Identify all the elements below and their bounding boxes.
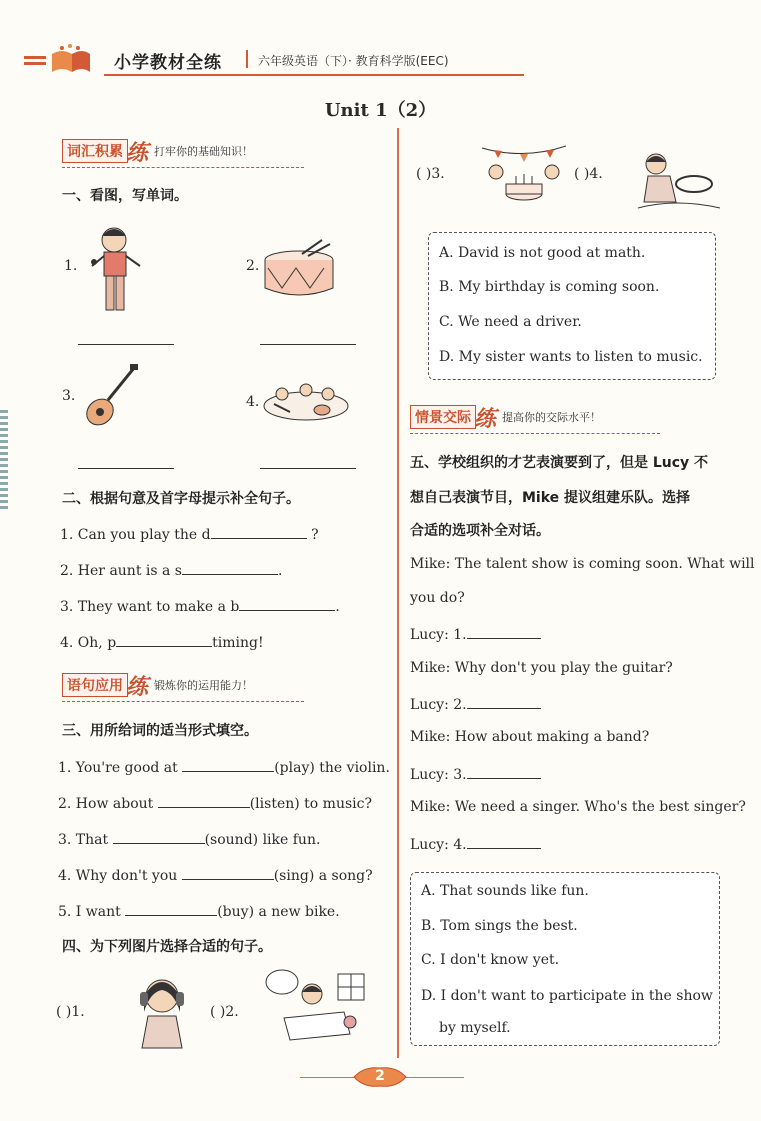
pagenum-rule-right bbox=[404, 1077, 464, 1078]
vocab-badge-char: 练 bbox=[126, 139, 149, 166]
boy-singing-icon bbox=[84, 222, 146, 316]
page-header bbox=[22, 38, 522, 80]
guitar-icon bbox=[80, 362, 140, 432]
binding-marks bbox=[0, 410, 8, 510]
band-icon bbox=[262, 376, 350, 422]
sentence-tip: 锻炼你的运用能力！ bbox=[154, 679, 254, 692]
sentence-badge-text: 语句应用 bbox=[62, 673, 128, 697]
vocab-badge bbox=[62, 138, 253, 164]
part3-title: 三、用所给词的适当形式填空。 bbox=[62, 723, 258, 739]
pic-choice-4: ( )4. bbox=[574, 166, 603, 182]
dialog-line-6: Mike: How about making a band? bbox=[410, 729, 650, 745]
dialog-line-7: Lucy: 3. bbox=[410, 764, 541, 783]
part5-title-line-3: 合适的选项补全对话。 bbox=[410, 523, 550, 539]
pic-choice-2: ( )2. bbox=[210, 1004, 239, 1020]
book-subtitle: 六年级英语（下）· 教育科学版(EEC) bbox=[258, 54, 449, 68]
part4-title: 四、为下列图片选择合适的句子。 bbox=[62, 939, 272, 955]
vocab-badge-text: 词汇积累 bbox=[62, 139, 128, 163]
part4-option-c: C. We need a driver. bbox=[439, 314, 582, 330]
part2-item-3: 3. They want to make a b . bbox=[60, 596, 340, 615]
part4-option-d: D. My sister wants to listen to music. bbox=[439, 349, 703, 365]
part4-option-b: B. My birthday is coming soon. bbox=[439, 279, 660, 295]
pic-label-3: 3. bbox=[62, 388, 76, 404]
part4-option-a: A. David is not good at math. bbox=[439, 245, 646, 261]
sentence-badge-char: 练 bbox=[126, 673, 149, 700]
header-rule bbox=[104, 74, 524, 76]
girl-headphones-icon bbox=[130, 972, 194, 1050]
dialog-line-5: Lucy: 2. bbox=[410, 694, 541, 713]
part3-item-1: 1. You're good at (play) the violin. bbox=[58, 757, 390, 776]
pagenum-rule-left bbox=[300, 1077, 356, 1078]
driver-icon bbox=[636, 148, 722, 212]
part4-options-box bbox=[428, 232, 716, 380]
part2-item-2: 2. Her aunt is a s . bbox=[60, 560, 282, 579]
answer-line-1 bbox=[78, 344, 174, 345]
scene-badge-text: 情景交际 bbox=[410, 405, 476, 429]
answer-line-3 bbox=[78, 468, 174, 469]
dialog-line-3: Lucy: 1. bbox=[410, 624, 541, 643]
part2-item-1: 1. Can you play the d ? bbox=[60, 524, 319, 543]
dialog-line-4: Mike: Why don't you play the guitar? bbox=[410, 660, 673, 676]
part5-option-d: D. I don't want to participate in the show bbox=[421, 988, 713, 1004]
answer-line-2 bbox=[260, 344, 356, 345]
book-title: 小学教材全练 bbox=[114, 53, 222, 73]
scene-tip: 提高你的交际水平！ bbox=[502, 411, 602, 424]
part5-title-line-2: 想自己表演节目，Mike 提议组建乐队。选择 bbox=[410, 490, 691, 506]
part3-item-5: 5. I want (buy) a new bike. bbox=[58, 901, 340, 920]
pic-label-1: 1. bbox=[64, 258, 78, 274]
part2-item-4: 4. Oh, p timing! bbox=[60, 632, 264, 651]
pic-choice-1: ( )1. bbox=[56, 1004, 85, 1020]
dialog-line-1: Mike: The talent show is coming soon. What will bbox=[410, 556, 755, 572]
part5-title-line-1: 五、学校组织的才艺表演要到了，但是 Lucy 不 bbox=[410, 455, 709, 471]
drum-icon bbox=[262, 238, 336, 300]
birthday-party-icon bbox=[480, 140, 568, 210]
part1-title: 一、看图，写单词。 bbox=[62, 188, 188, 204]
part5-option-c: C. I don't know yet. bbox=[421, 952, 560, 968]
part2-title: 二、根据句意及首字母提示补全句子。 bbox=[62, 491, 300, 507]
vocab-badge-rule bbox=[62, 166, 304, 168]
scene-badge bbox=[410, 404, 601, 430]
part5-option-d-cont: by myself. bbox=[439, 1020, 511, 1036]
pic-label-2: 2. bbox=[246, 258, 260, 274]
part5-options-box bbox=[410, 872, 720, 1046]
scene-badge-rule bbox=[410, 432, 660, 434]
part5-option-a: A. That sounds like fun. bbox=[421, 883, 589, 899]
scene-badge-char: 练 bbox=[474, 405, 497, 432]
column-divider bbox=[397, 128, 399, 1058]
dialog-line-8: Mike: We need a singer. Who's the best singer? bbox=[410, 799, 746, 815]
vocab-tip: 打牢你的基础知识！ bbox=[154, 145, 254, 158]
part5-option-b: B. Tom sings the best. bbox=[421, 918, 578, 934]
part3-item-4: 4. Why don't you (sing) a song? bbox=[58, 865, 373, 884]
sentence-badge bbox=[62, 672, 253, 698]
pic-label-4: 4. bbox=[246, 394, 260, 410]
dialog-line-9: Lucy: 4. bbox=[410, 834, 541, 853]
pic-choice-3: ( )3. bbox=[416, 166, 445, 182]
answer-line-4 bbox=[260, 468, 356, 469]
book-icon bbox=[22, 44, 92, 74]
part3-item-2: 2. How about (listen) to music? bbox=[58, 793, 372, 812]
part3-item-3: 3. That (sound) like fun. bbox=[58, 829, 320, 848]
page-number: 2 bbox=[375, 1068, 385, 1084]
header-separator bbox=[246, 50, 248, 68]
dialog-line-2: you do? bbox=[410, 590, 465, 606]
boy-desk-icon bbox=[264, 966, 370, 1050]
sentence-badge-rule bbox=[62, 700, 304, 702]
page-title: Unit 1（2） bbox=[324, 100, 437, 121]
